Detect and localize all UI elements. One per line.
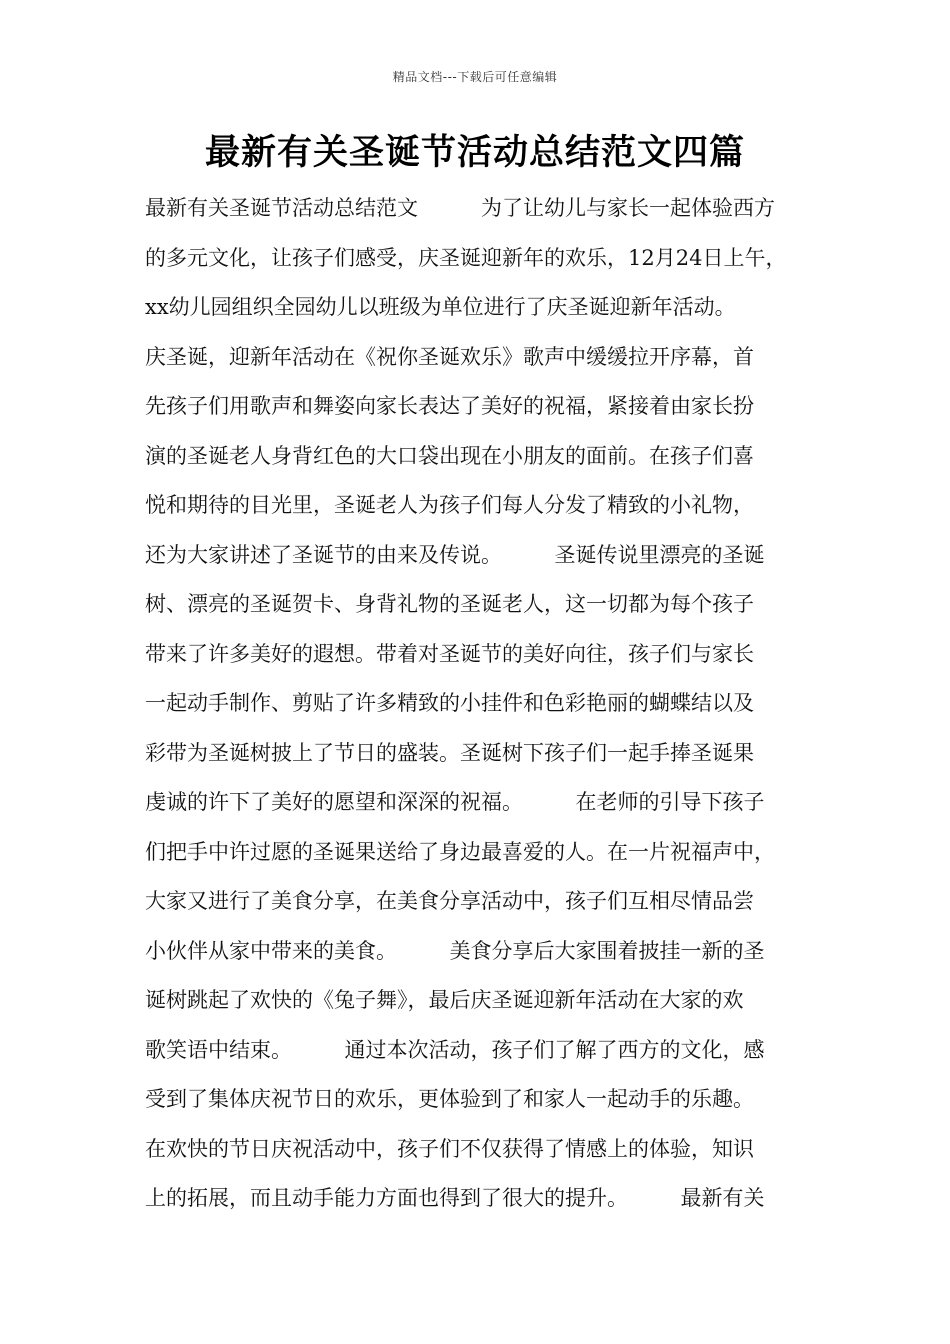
document-title: 最新有关圣诞节活动总结范文四篇	[204, 133, 745, 173]
body-line: 演的圣诞老人身背红色的大口袋出现在小朋友的面前。在孩子们喜	[145, 443, 754, 468]
body-line: 歌笑语中结束。 通过本次活动，孩子们了解了西方的文化，感	[145, 1037, 765, 1062]
body-line: 小伙伴从家中带来的美食。 美食分享后大家围着披挂一新的圣	[145, 938, 765, 963]
body-line: 最新有关圣诞节活动总结范文 为了让幼儿与家长一起体验西方	[145, 196, 775, 220]
body-line: 受到了集体庆祝节日的欢乐，更体验到了和家人一起动手的乐趣。	[145, 1087, 754, 1111]
body-line: 上的拓展，而且动手能力方面也得到了很大的提升。 最新有关	[145, 1186, 765, 1210]
body-line: 在欢快的节日庆祝活动中，孩子们不仅获得了情感上的体验，知识	[145, 1136, 754, 1161]
body-line: 还为大家讲述了圣诞节的由来及传说。 圣诞传说里漂亮的圣诞	[145, 542, 765, 567]
body-line: 虔诚的许下了美好的愿望和深深的祝福。 在老师的引导下孩子	[145, 790, 765, 814]
page-header: 精品文档---下载后可任意编辑	[392, 70, 558, 84]
body-line: 诞树跳起了欢快的《兔子舞》，最后庆圣诞迎新年活动在大家的欢	[145, 988, 744, 1012]
body-line: 们把手中许过愿的圣诞果送给了身边最喜爱的人。在一片祝福声中，	[145, 839, 775, 864]
body-line: 庆圣诞，迎新年活动在《祝你圣诞欢乐》歌声中缓缓拉开序幕，首	[145, 344, 754, 369]
document-body	[145, 184, 815, 1224]
body-line: 先孩子们用歌声和舞姿向家长表达了美好的祝福，紧接着由家长扮	[145, 394, 754, 418]
body-line: 树、漂亮的圣诞贺卡、身背礼物的圣诞老人，这一切都为每个孩子	[145, 592, 754, 616]
body-line: 带来了许多美好的遐想。带着对圣诞节的美好向往，孩子们与家长	[145, 641, 754, 666]
body-line: 彩带为圣诞树披上了节日的盛装。圣诞树下孩子们一起手捧圣诞果	[145, 740, 754, 765]
body-line: xx幼儿园组织全园幼儿以班级为单位进行了庆圣诞迎新年活动。	[145, 295, 736, 319]
body-line: 大家又进行了美食分享，在美食分享活动中，孩子们互相尽情品尝	[145, 889, 754, 913]
body-line: 的多元文化，让孩子们感受，庆圣诞迎新年的欢乐，12月24日上午，	[145, 245, 787, 270]
body-line: 一起动手制作、剪贴了许多精致的小挂件和色彩艳丽的蝴蝶结以及	[145, 691, 754, 715]
body-line: 悦和期待的目光里，圣诞老人为孩子们每人分发了精致的小礼物，	[145, 493, 754, 517]
